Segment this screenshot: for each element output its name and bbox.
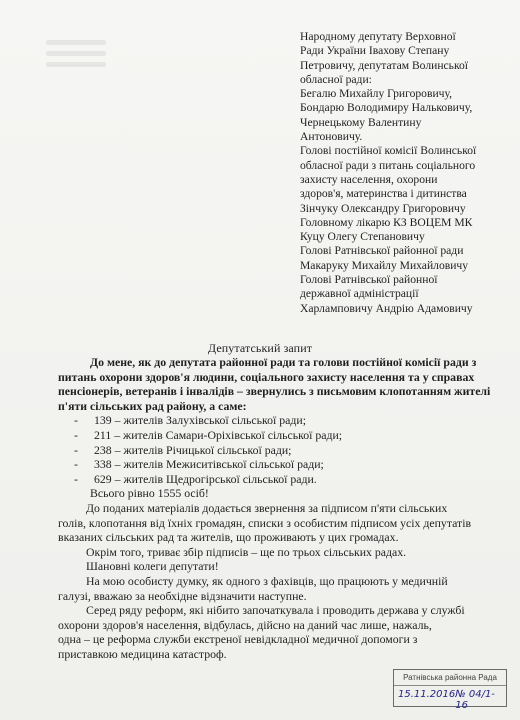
addressee-line: здоров'я, материнства і дитинства bbox=[300, 187, 467, 201]
addressee-line: Головному лікарю КЗ ВОЦЕМ МК bbox=[300, 215, 473, 229]
paragraph-line: На мою особисту думку, як одного з фахівців, що працюють у медичній bbox=[86, 573, 448, 588]
document-body bbox=[58, 355, 498, 661]
list-text: 629 – жителів Щедрогірської сільської ради. bbox=[94, 471, 317, 486]
stamp-date: 15.11.2016 bbox=[398, 689, 456, 700]
paragraph-line: До поданих матеріалів додається звернення за підписом п'яти сільських bbox=[86, 500, 448, 515]
addressee-line: Ради України Івахову Степану bbox=[300, 44, 450, 58]
list-dash: - bbox=[74, 471, 78, 486]
addressee-line: обласної ради з питань соціального bbox=[300, 158, 476, 172]
addressee-line: обласної ради: bbox=[300, 72, 372, 86]
list-item bbox=[58, 472, 498, 487]
addressee-line: Народному депутату Верховної bbox=[300, 30, 456, 43]
stamp-header: Ратнівська районна Рада bbox=[394, 670, 506, 686]
addressee-line: захисту населення, охорони bbox=[300, 172, 438, 186]
addressee-line: Зінчуку Олександру Григоровичу bbox=[300, 201, 466, 215]
salutation-line: Шановні колеги депутати! bbox=[86, 559, 219, 574]
addressee-block bbox=[300, 30, 505, 316]
addressee-line: Чернецькому Валентину bbox=[300, 115, 422, 129]
list-text: 238 – жителів Річицької сільської ради; bbox=[94, 442, 292, 457]
paragraph-line: Окрім того, триває збір підписів – ще по трьох сільських радах. bbox=[86, 544, 407, 559]
addressee-line: Харламповичу Андрію Адамовичу bbox=[300, 301, 473, 315]
list-dash: - bbox=[74, 442, 78, 457]
paragraph-line: одна – це реформа служби екстреної невідкладної медичної допомоги з bbox=[58, 632, 418, 647]
addressee-line: Макаруку Михайлу Михайловичу bbox=[300, 258, 469, 272]
list-dash: - bbox=[74, 427, 78, 442]
addressee-line: Голові Ратнівської районної ради bbox=[300, 244, 464, 258]
list-dash: - bbox=[74, 457, 78, 472]
addressee-line: Куцу Олегу Степановичу bbox=[300, 230, 425, 244]
paragraph-line: галузі, вважаю за необхідне відзначити наступне. bbox=[58, 588, 307, 603]
list-text: 211 – жителів Самари-Оріхівської сільської ради; bbox=[94, 427, 343, 442]
total-line: Всього рівно 1555 осіб! bbox=[90, 486, 209, 501]
paragraph-line: вказаних сільських рад та жителів, що проживають у цих громадах. bbox=[58, 530, 399, 545]
list-dash: - bbox=[74, 413, 78, 428]
addressee-line: Петровичу, депутатам Волинської bbox=[300, 58, 469, 72]
list-item bbox=[58, 443, 498, 458]
addressee-line: Голові Ратнівської районної bbox=[300, 273, 438, 287]
intro-line: питань охорони здоров'я людини, соціального захисту населення та у справах bbox=[58, 369, 475, 384]
list-text: 139 – жителів Залухівської сільської ради; bbox=[94, 413, 306, 428]
intro-line: До мене, як до депутата районної ради та голови постійної комісії ради з bbox=[90, 355, 477, 369]
addressee-line: Бегалю Михайлу Григоровичу, bbox=[300, 87, 453, 101]
document-title: Депутатський запит bbox=[207, 341, 313, 355]
list-text: 338 – жителів Межиситівської сільської ради; bbox=[94, 457, 324, 472]
paragraph-line: охорони здоров'я населення, відбулась, дійсно на даний час лише, нажаль, bbox=[58, 617, 432, 632]
paragraph-line: голів, клопотання від їхніх громадян, списки з особистим підписом усіх депутатів bbox=[58, 515, 472, 530]
list-item bbox=[58, 428, 498, 443]
addressee-line: Бондарю Володимиру Нальковичу, bbox=[300, 101, 473, 115]
intro-line: пенсіонерів, ветеранів і інвалідів – звернулись з письмовим клопотанням жителі bbox=[58, 384, 491, 399]
registration-stamp bbox=[393, 669, 507, 711]
paragraph-line: приставкою медицина катастроф. bbox=[58, 646, 227, 661]
addressee-line: державної адміністрації bbox=[300, 287, 419, 301]
addressee-line: Антоновичу. bbox=[300, 130, 363, 144]
stamp-details bbox=[394, 686, 506, 714]
addressee-line: Голові постійної комісії Волинської bbox=[300, 144, 477, 158]
stamp-number: № 04/1-16 bbox=[455, 689, 495, 711]
list-item bbox=[58, 413, 498, 428]
list-item bbox=[58, 457, 498, 472]
faded-letterhead-marks bbox=[46, 34, 106, 64]
paragraph-line: Серед ряду реформ, які нібито започаткувала і проводить держава у службі bbox=[86, 603, 465, 618]
intro-line: п'яти сільських рад району, а саме: bbox=[58, 398, 247, 413]
